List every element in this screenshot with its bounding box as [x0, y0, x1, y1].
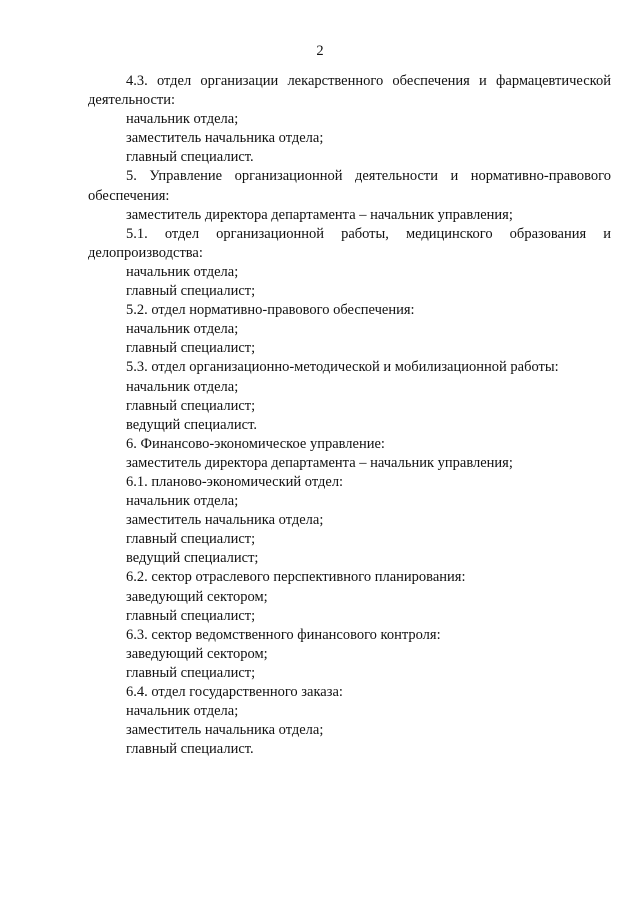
- text-line: делопроизводства:: [88, 244, 203, 261]
- text-line: начальник отдела;: [126, 321, 239, 338]
- text-line: главный специалист;: [126, 283, 256, 300]
- text-line: ведущий специалист.: [126, 416, 257, 433]
- text-line: начальник отдела;: [126, 493, 239, 510]
- text-line: 6.3. сектор ведомственного финансового контроля:: [126, 626, 441, 643]
- text-line: заместитель директора департамента – начальник управления;: [126, 454, 513, 471]
- text-line: 5.2. отдел нормативно-правового обеспечения:: [126, 302, 415, 319]
- text-line: главный специалист.: [126, 149, 254, 166]
- text-line: начальник отдела;: [126, 263, 239, 280]
- text-line: начальник отдела;: [126, 111, 239, 128]
- text-line: главный специалист;: [126, 664, 256, 681]
- text-line: обеспечения:: [88, 187, 170, 204]
- text-line: заместитель начальника отдела;: [126, 722, 324, 739]
- text-line: главный специалист;: [126, 340, 256, 357]
- text-line: 6.1. планово-экономический отдел:: [126, 473, 344, 490]
- text-line: заведующий сектором;: [126, 588, 268, 605]
- text-line: 5.1. отдел организационной работы, медицинского образования и: [126, 225, 611, 242]
- text-line: 6.2. сектор отраслевого перспективного планирования:: [126, 569, 466, 586]
- text-line: главный специалист.: [126, 741, 254, 758]
- text-line: заместитель директора департамента – начальник управления;: [126, 206, 513, 223]
- text-line: ведущий специалист;: [126, 550, 259, 567]
- text-line: 4.3. отдел организации лекарственного обеспечения и фармацевтической: [126, 73, 611, 89]
- text-line: начальник отдела;: [126, 703, 239, 720]
- text-line: главный специалист;: [126, 531, 256, 548]
- text-line: заместитель начальника отдела;: [126, 512, 324, 529]
- text-line: 5. Управление организационной деятельности и нормативно-правового: [126, 168, 611, 185]
- text-line: начальник отдела;: [126, 378, 239, 395]
- text-line: заместитель начальника отдела;: [126, 130, 324, 147]
- text-line: заведующий сектором;: [126, 645, 268, 662]
- text-line: главный специалист;: [126, 397, 256, 414]
- text-line: 6.4. отдел государственного заказа:: [126, 684, 343, 700]
- text-line: 5.3. отдел организационно-методической и мобилизационной работы:: [126, 359, 559, 376]
- text-line: деятельности:: [88, 92, 176, 109]
- page-number: 2: [316, 43, 324, 59]
- text-line: 6. Финансово-экономическое управление:: [126, 435, 385, 452]
- document-body: [88, 72, 611, 759]
- text-line: главный специалист;: [126, 607, 256, 624]
